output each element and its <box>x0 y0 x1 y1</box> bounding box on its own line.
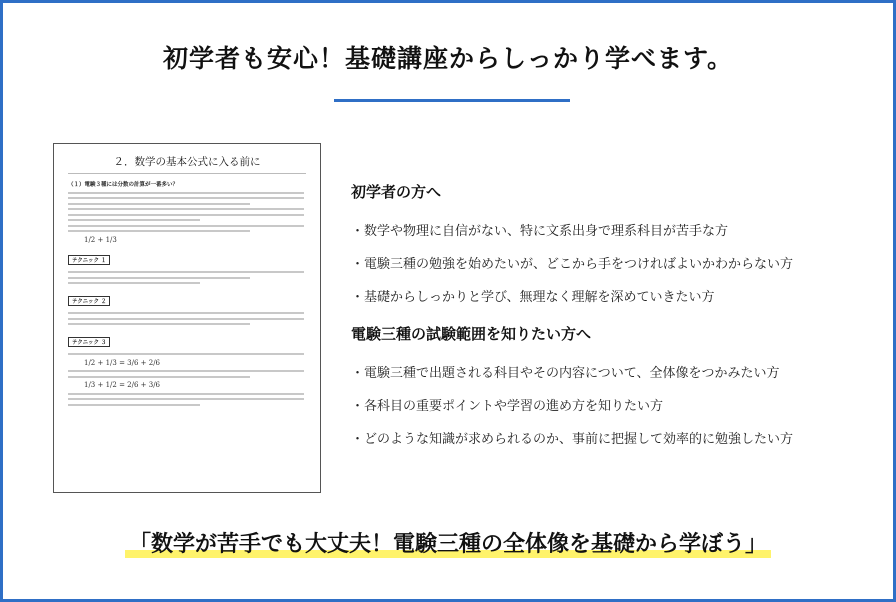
document-formula: 1/2 + 1/3 <box>84 235 117 244</box>
document-title: ２．数学の基本公式に入る前に <box>113 156 261 168</box>
list-item: ・電験三種で出題される科目やその内容について、全体像をつかみたい方 <box>351 366 780 381</box>
headline: 初学者も安心！基礎講座からしっかり学べます。 <box>162 44 733 73</box>
slogan-banner <box>3 527 893 558</box>
document-text-line <box>68 219 200 221</box>
document-text-line <box>68 393 304 395</box>
document-text-line <box>68 323 250 325</box>
document-text-line <box>68 271 304 273</box>
document-text-line <box>68 277 250 279</box>
document-section-heading: （１）電験３種には分数の計算が一番多い？ <box>68 182 179 188</box>
section-beginners <box>351 181 871 305</box>
document-text-line <box>68 404 200 406</box>
document-divider <box>68 173 306 174</box>
slogan <box>125 527 771 558</box>
list-item: ・どのような知識が求められるのか、事前に把握して効率的に勉強したい方 <box>351 432 794 447</box>
document-technique-tag: テクニック ３ <box>68 337 110 347</box>
list-item: ・数学や物理に自信がない、特に文系出身で理系科目が苦手な方 <box>351 224 729 239</box>
document-text-line <box>68 197 304 199</box>
document-text-line <box>68 370 304 372</box>
document-text-line <box>68 312 304 314</box>
document-technique-tag: テクニック ２ <box>68 296 110 306</box>
document-text-line <box>68 376 250 378</box>
document-text-line <box>68 208 304 210</box>
section-exam-scope <box>351 323 871 447</box>
list-item: ・基礎からしっかりと学び、無理なく理解を深めていきたい方 <box>351 290 715 305</box>
document-text-line <box>68 318 304 320</box>
list-item: ・電験三種の勉強を始めたいが、どこから手をつければよいかわからない方 <box>351 257 794 272</box>
document-preview <box>53 143 321 493</box>
headline-underline <box>334 99 570 102</box>
document-text-line <box>68 353 304 355</box>
document-text-line <box>68 214 304 216</box>
document-technique-tag: テクニック １ <box>68 255 110 265</box>
document-text-line <box>68 398 304 400</box>
document-formula: 1/2 + 1/3 = 3/6 + 2/6 <box>84 358 161 367</box>
slogan-text: 「数学が苦手でも大丈夫！電験三種の全体像を基礎から学ぼう」 <box>128 532 767 557</box>
target-audience-content <box>351 181 871 461</box>
section-heading: 電験三種の試験範囲を知りたい方へ <box>351 325 592 343</box>
section-heading: 初学者の方へ <box>351 183 442 201</box>
document-text-line <box>68 203 250 205</box>
document-text-line <box>68 282 200 284</box>
document-text-line <box>68 225 304 227</box>
list-item: ・各科目の重要ポイントや学習の進め方を知りたい方 <box>351 399 664 414</box>
document-text-line <box>68 192 304 194</box>
document-text-line <box>68 230 250 232</box>
document-formula: 1/3 + 1/2 = 2/6 + 3/6 <box>84 381 161 389</box>
